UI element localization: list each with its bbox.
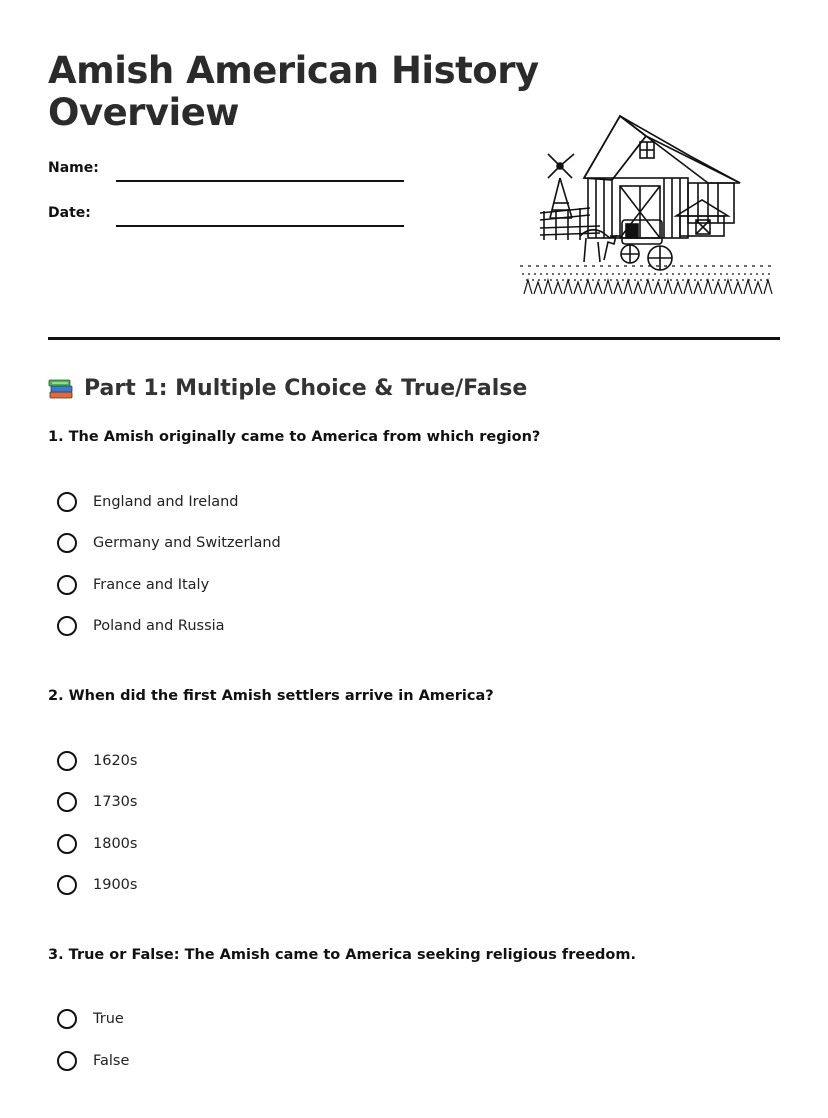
books-icon — [48, 377, 74, 401]
q2-option-d[interactable] — [57, 875, 137, 895]
radio-button[interactable] — [57, 751, 77, 771]
option-label: 1620s — [93, 753, 138, 769]
barn-icon — [584, 116, 740, 238]
q2-option-b[interactable] — [57, 792, 137, 812]
option-label: France and Italy — [93, 577, 210, 593]
option-label: False — [93, 1053, 130, 1069]
name-label: Name: — [48, 160, 99, 176]
q3-option-false[interactable] — [57, 1051, 129, 1071]
option-label: 1800s — [93, 836, 138, 852]
option-label: 1900s — [93, 877, 138, 893]
horse-buggy-icon — [580, 220, 672, 270]
radio-button[interactable] — [57, 492, 77, 512]
radio-button[interactable] — [57, 1009, 77, 1029]
radio-button[interactable] — [57, 792, 77, 812]
date-field[interactable] — [116, 225, 404, 227]
name-field[interactable] — [116, 180, 404, 182]
radio-button[interactable] — [57, 875, 77, 895]
option-label: Germany and Switzerland — [93, 535, 281, 551]
radio-button[interactable] — [57, 616, 77, 636]
barn-farm-illustration — [520, 108, 774, 298]
radio-button[interactable] — [57, 1051, 77, 1071]
q1-option-c[interactable] — [57, 575, 209, 595]
part1-heading-text: Part 1: Multiple Choice & True/False — [84, 376, 528, 401]
option-label: Poland and Russia — [93, 618, 225, 634]
option-label: England and Ireland — [93, 494, 239, 510]
q3-option-true[interactable] — [57, 1009, 124, 1029]
q2-option-a[interactable] — [57, 751, 137, 771]
q1-option-a[interactable] — [57, 492, 239, 512]
question-1: 1. The Amish originally came to America from which region? — [48, 429, 541, 445]
section-divider — [48, 337, 780, 340]
option-label: 1730s — [93, 794, 138, 810]
q1-option-d[interactable] — [57, 616, 225, 636]
flower-field-icon — [520, 266, 774, 294]
radio-button[interactable] — [57, 834, 77, 854]
windmill-icon — [548, 154, 574, 218]
date-label: Date: — [48, 205, 91, 221]
part1-heading — [48, 372, 527, 406]
q2-option-c[interactable] — [57, 834, 137, 854]
radio-button[interactable] — [57, 533, 77, 553]
title-line-2: Overview — [48, 91, 239, 134]
question-3: 3. True or False: The Amish came to America seeking religious freedom. — [48, 947, 636, 963]
radio-button[interactable] — [57, 575, 77, 595]
title-line-1: Amish American History — [48, 49, 539, 92]
question-2: 2. When did the first Amish settlers arrive in America? — [48, 688, 494, 704]
option-label: True — [93, 1011, 124, 1027]
q1-option-b[interactable] — [57, 533, 281, 553]
worksheet-title — [48, 50, 539, 134]
